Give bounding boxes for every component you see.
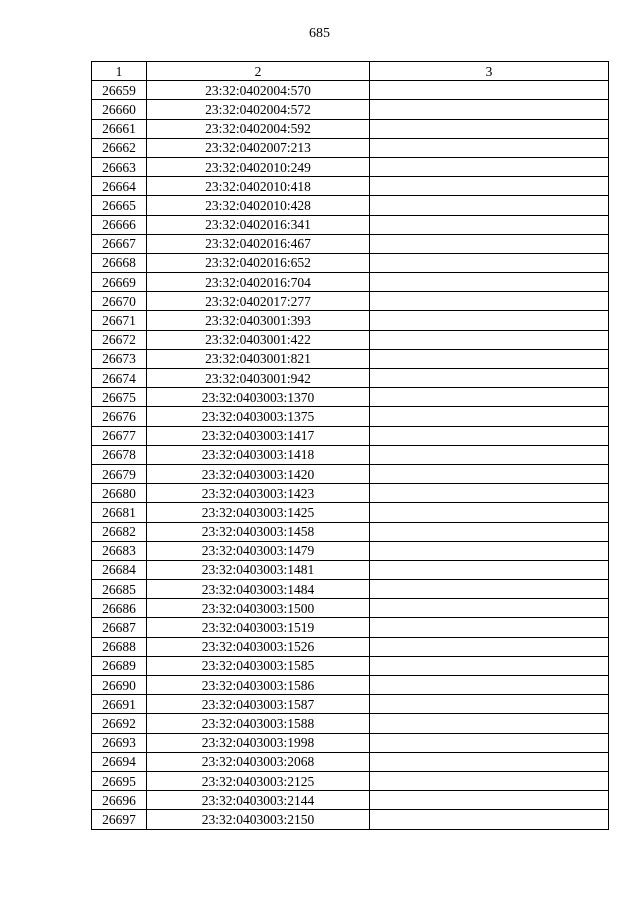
note-cell (370, 138, 609, 157)
cadastral-number-cell: 23:32:0403003:1526 (147, 637, 370, 656)
cadastral-number-cell: 23:32:0403003:1481 (147, 560, 370, 579)
cadastral-number-cell: 23:32:0403003:1423 (147, 484, 370, 503)
cadastral-number-cell: 23:32:0403003:1425 (147, 503, 370, 522)
table-row (92, 234, 609, 253)
note-cell (370, 292, 609, 311)
table-row (92, 695, 609, 714)
cadastral-number-cell: 23:32:0403001:821 (147, 349, 370, 368)
page-number: 685 (309, 26, 330, 41)
table-row (92, 484, 609, 503)
row-number-cell: 26689 (92, 656, 147, 675)
note-cell (370, 695, 609, 714)
cadastral-number-cell: 23:32:0403001:422 (147, 330, 370, 349)
note-cell (370, 771, 609, 790)
cadastral-number-cell: 23:32:0403003:1588 (147, 714, 370, 733)
note-cell (370, 714, 609, 733)
row-number-cell: 26678 (92, 445, 147, 464)
table-row (92, 810, 609, 829)
table-row (92, 311, 609, 330)
row-number-cell: 26669 (92, 273, 147, 292)
row-number-cell: 26665 (92, 196, 147, 215)
row-number-cell: 26666 (92, 215, 147, 234)
cadastral-number-cell: 23:32:0403003:1586 (147, 676, 370, 695)
row-number-cell: 26671 (92, 311, 147, 330)
row-number-cell: 26674 (92, 369, 147, 388)
note-cell (370, 676, 609, 695)
row-number-cell: 26676 (92, 407, 147, 426)
cadastral-number-cell: 23:32:0403003:1417 (147, 426, 370, 445)
row-number-cell: 26677 (92, 426, 147, 445)
note-cell (370, 388, 609, 407)
cadastral-number-cell: 23:32:0403003:1418 (147, 445, 370, 464)
note-cell (370, 618, 609, 637)
table-row (92, 637, 609, 656)
row-number-cell: 26681 (92, 503, 147, 522)
note-cell (370, 157, 609, 176)
cadastral-number-cell: 23:32:0403003:1500 (147, 599, 370, 618)
table-row (92, 752, 609, 771)
cadastral-number-cell: 23:32:0403003:2068 (147, 752, 370, 771)
table-row (92, 791, 609, 810)
note-cell (370, 580, 609, 599)
table-header (92, 62, 609, 81)
row-number-cell: 26686 (92, 599, 147, 618)
cadastral-number-cell: 23:32:0403003:2144 (147, 791, 370, 810)
note-cell (370, 791, 609, 810)
table-row (92, 177, 609, 196)
row-number-cell: 26660 (92, 100, 147, 119)
table-row (92, 292, 609, 311)
row-number-cell: 26664 (92, 177, 147, 196)
note-cell (370, 560, 609, 579)
cadastral-number-cell: 23:32:0403003:1479 (147, 541, 370, 560)
table-row (92, 119, 609, 138)
column-header-2: 2 (147, 62, 370, 81)
row-number-cell: 26683 (92, 541, 147, 560)
note-cell (370, 330, 609, 349)
row-number-cell: 26659 (92, 81, 147, 100)
row-number-cell: 26661 (92, 119, 147, 138)
table-row (92, 138, 609, 157)
table-row (92, 522, 609, 541)
table-row (92, 580, 609, 599)
cadastral-number-cell: 23:32:0403001:942 (147, 369, 370, 388)
note-cell (370, 407, 609, 426)
table-row (92, 714, 609, 733)
row-number-cell: 26685 (92, 580, 147, 599)
row-number-cell: 26670 (92, 292, 147, 311)
cadastral-number-cell: 23:32:0403003:1375 (147, 407, 370, 426)
table-row (92, 81, 609, 100)
table-row (92, 369, 609, 388)
cadastral-number-cell: 23:32:0403003:1585 (147, 656, 370, 675)
cadastral-number-cell: 23:32:0402004:570 (147, 81, 370, 100)
table-row (92, 445, 609, 464)
table-row (92, 771, 609, 790)
table-row (92, 676, 609, 695)
column-header-1: 1 (92, 62, 147, 81)
note-cell (370, 349, 609, 368)
note-cell (370, 273, 609, 292)
note-cell (370, 541, 609, 560)
row-number-cell: 26697 (92, 810, 147, 829)
cadastral-number-cell: 23:32:0402010:428 (147, 196, 370, 215)
table-row (92, 330, 609, 349)
note-cell (370, 177, 609, 196)
cadastral-number-cell: 23:32:0402016:704 (147, 273, 370, 292)
table-row (92, 560, 609, 579)
cadastral-number-cell: 23:32:0402007:213 (147, 138, 370, 157)
note-cell (370, 810, 609, 829)
column-header-3: 3 (370, 62, 609, 81)
table-row (92, 196, 609, 215)
table-row (92, 599, 609, 618)
note-cell (370, 599, 609, 618)
note-cell (370, 484, 609, 503)
row-number-cell: 26690 (92, 676, 147, 695)
row-number-cell: 26667 (92, 234, 147, 253)
table-row (92, 157, 609, 176)
note-cell (370, 445, 609, 464)
note-cell (370, 81, 609, 100)
table-row (92, 407, 609, 426)
note-cell (370, 464, 609, 483)
note-cell (370, 503, 609, 522)
table-row (92, 273, 609, 292)
row-number-cell: 26672 (92, 330, 147, 349)
cadastral-number-cell: 23:32:0402016:652 (147, 253, 370, 272)
table-row (92, 388, 609, 407)
row-number-cell: 26662 (92, 138, 147, 157)
row-number-cell: 26684 (92, 560, 147, 579)
cadastral-number-cell: 23:32:0403003:2150 (147, 810, 370, 829)
cadastral-table (91, 61, 609, 830)
row-number-cell: 26693 (92, 733, 147, 752)
note-cell (370, 369, 609, 388)
cadastral-number-cell: 23:32:0402004:572 (147, 100, 370, 119)
table-row (92, 656, 609, 675)
table-body (92, 81, 609, 829)
cadastral-number-cell: 23:32:0403003:1458 (147, 522, 370, 541)
row-number-cell: 26696 (92, 791, 147, 810)
row-number-cell: 26688 (92, 637, 147, 656)
note-cell (370, 100, 609, 119)
row-number-cell: 26682 (92, 522, 147, 541)
row-number-cell: 26668 (92, 253, 147, 272)
cadastral-number-cell: 23:32:0402010:249 (147, 157, 370, 176)
cadastral-number-cell: 23:32:0403003:1519 (147, 618, 370, 637)
note-cell (370, 234, 609, 253)
table-row (92, 733, 609, 752)
row-number-cell: 26675 (92, 388, 147, 407)
note-cell (370, 196, 609, 215)
row-number-cell: 26694 (92, 752, 147, 771)
table-row (92, 253, 609, 272)
row-number-cell: 26679 (92, 464, 147, 483)
note-cell (370, 733, 609, 752)
row-number-cell: 26695 (92, 771, 147, 790)
table-row (92, 541, 609, 560)
row-number-cell: 26687 (92, 618, 147, 637)
note-cell (370, 752, 609, 771)
cadastral-number-cell: 23:32:0403003:2125 (147, 771, 370, 790)
table-row (92, 349, 609, 368)
note-cell (370, 637, 609, 656)
cadastral-number-cell: 23:32:0403003:1370 (147, 388, 370, 407)
note-cell (370, 656, 609, 675)
header-row (92, 62, 609, 81)
cadastral-number-cell: 23:32:0403003:1587 (147, 695, 370, 714)
row-number-cell: 26680 (92, 484, 147, 503)
cadastral-number-cell: 23:32:0402010:418 (147, 177, 370, 196)
cadastral-number-cell: 23:32:0402016:341 (147, 215, 370, 234)
table-row (92, 503, 609, 522)
cadastral-number-cell: 23:32:0402017:277 (147, 292, 370, 311)
note-cell (370, 215, 609, 234)
table-row (92, 100, 609, 119)
note-cell (370, 311, 609, 330)
cadastral-number-cell: 23:32:0403003:1420 (147, 464, 370, 483)
cadastral-number-cell: 23:32:0403003:1998 (147, 733, 370, 752)
cadastral-number-cell: 23:32:0403001:393 (147, 311, 370, 330)
row-number-cell: 26673 (92, 349, 147, 368)
row-number-cell: 26692 (92, 714, 147, 733)
cadastral-number-cell: 23:32:0403003:1484 (147, 580, 370, 599)
cadastral-number-cell: 23:32:0402016:467 (147, 234, 370, 253)
note-cell (370, 522, 609, 541)
row-number-cell: 26663 (92, 157, 147, 176)
note-cell (370, 426, 609, 445)
note-cell (370, 253, 609, 272)
table-row (92, 215, 609, 234)
note-cell (370, 119, 609, 138)
table-row (92, 426, 609, 445)
table-row (92, 618, 609, 637)
cadastral-number-cell: 23:32:0402004:592 (147, 119, 370, 138)
row-number-cell: 26691 (92, 695, 147, 714)
table-row (92, 464, 609, 483)
